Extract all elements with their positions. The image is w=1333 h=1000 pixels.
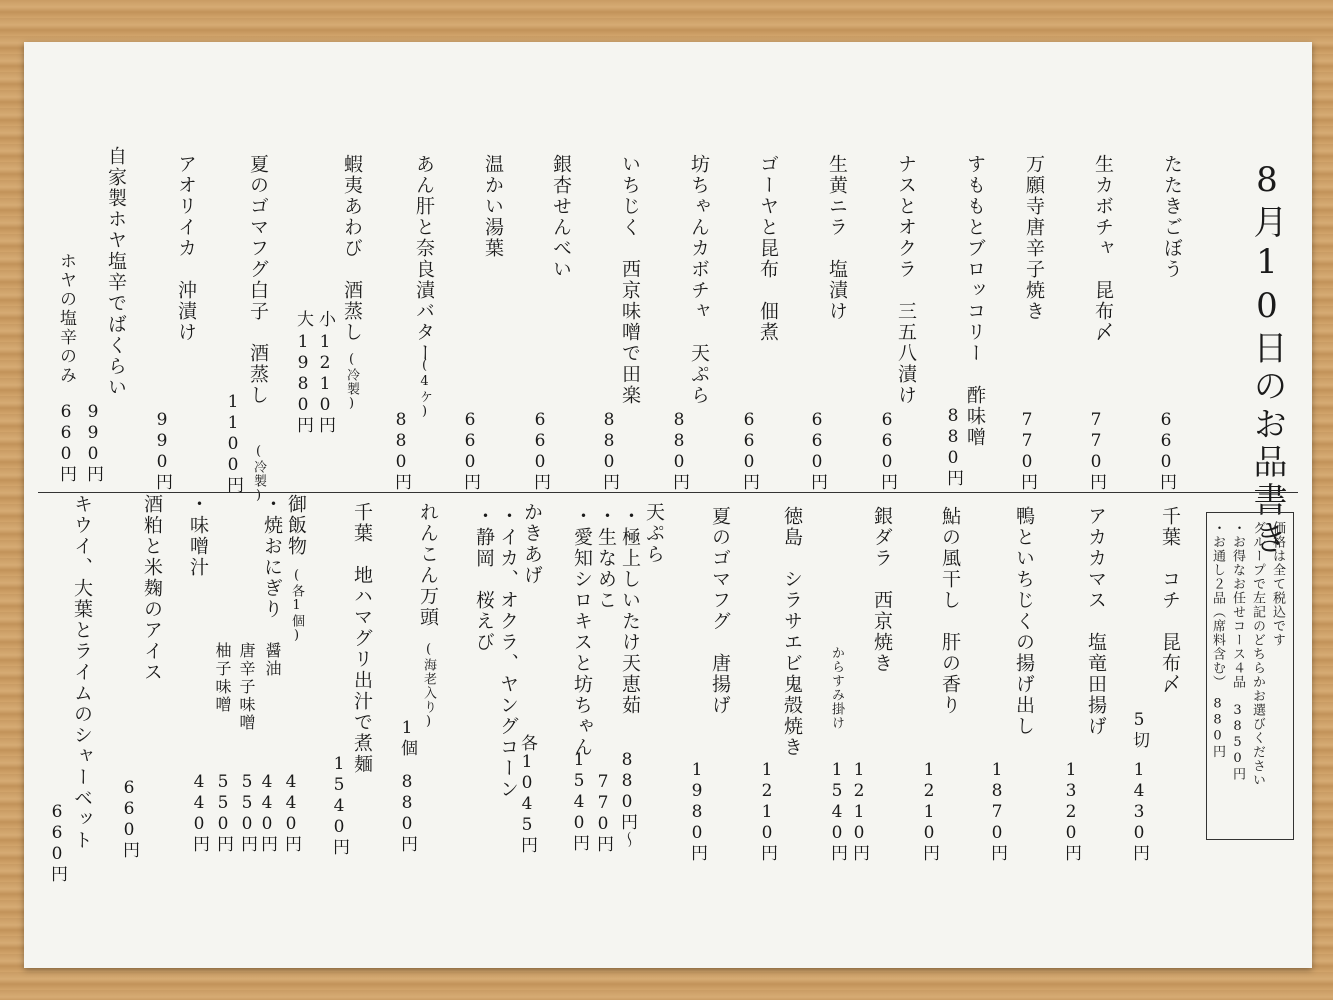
price-nameko: 770円 [593,772,613,853]
menu-sheet [24,42,1312,968]
gohan-heading: 御飯物 [285,494,307,557]
item-yuba: 温かい湯葉 [482,154,504,259]
item-gindara: 銀ダラ 西京焼き [871,506,893,674]
item-manganji: 万願寺唐辛子焼き [1023,154,1045,322]
price-goya: 660円 [739,410,759,491]
item-ankimo: あん肝と奈良漬バター [413,154,435,364]
price-ankimo: 880円 [391,410,411,491]
notice-line-tax: 価格は全て税込です [1270,521,1285,647]
price-bocchan: 880円 [669,410,689,491]
price-karasumi: 1540円 [827,760,847,862]
price-gindara: 1210円 [849,760,869,862]
size-awabi-large: 大 [293,310,313,328]
item-shiitake: ・極上しいたけ天恵茹 [619,506,641,716]
notice-box [1206,512,1294,840]
price-nasu: 660円 [877,410,897,491]
price-shoyu: 440円 [281,772,301,853]
price-gomafugu: 1980円 [687,760,707,862]
item-shirasaebi: 徳島 シラサエビ鬼殻焼き [781,506,803,758]
item-hoya-only: ホヤの塩辛のみ [56,252,76,385]
price-hoya-only: 660円 [56,402,76,483]
item-goya: ゴーヤと昆布 佃煮 [757,154,779,343]
menu-title: 8月10日のお品書き [1247,160,1287,558]
flavor-yuzu: 柚子味噌 [213,642,232,714]
item-renkon: れんこん万頭 [417,502,439,628]
price-gohan: 440円 [257,772,277,853]
price-kochi: 1430円 [1129,760,1149,862]
note-gohan: (各1個) [289,568,304,644]
item-tatakigobo: たたきごぼう [1161,154,1183,280]
price-manganji: 770円 [1017,410,1037,491]
price-renkon: 880円 [397,772,417,853]
price-shirokisu: 1540円 [569,750,589,852]
price-ginnan: 660円 [530,410,550,491]
price-kakiage: 各1045円 [517,734,537,854]
tempura-heading: 天ぷら [643,502,665,565]
item-kamo: 鴨といちじくの揚げ出し [1013,506,1035,737]
price-ice: 660円 [119,778,139,859]
price-aoriika: 990円 [152,410,172,491]
item-nasu: ナスとオクラ 三五八漬け [895,154,917,406]
item-hoya: 自家製ホヤ塩辛でばくらい [105,146,127,398]
item-yakionigiri: ・焼おにぎり [261,494,283,620]
section-divider [38,492,1298,493]
price-kinira: 660円 [807,410,827,491]
item-gomafugu: 夏のゴマフグ 唐揚げ [709,506,731,716]
item-akakamasu: アカカマス 塩竜田揚げ [1085,506,1107,737]
price-awabi-large: 1980円 [293,332,313,434]
item-aoriika: アオリイカ 沖漬け [175,154,197,343]
flavor-togarashi: 唐辛子味噌 [237,642,256,732]
option-karasumi: からすみ掛け [829,646,844,730]
qty-kochi: 5切 [1129,710,1149,749]
price-akakamasu: 1320円 [1061,760,1081,862]
flavor-shoyu: 醤油 [263,642,282,678]
qty-renkon: 1個 [397,718,417,757]
price-hamaguri: 1540円 [329,754,349,856]
item-ginnan: 銀杏せんべい [550,154,572,280]
price-ayu: 1210円 [919,760,939,862]
item-bocchan: 坊ちゃんカボチャ 天ぷら [688,154,710,406]
item-awabi: 蝦夷あわび 酒蒸し [341,154,363,343]
price-yuzu: 550円 [213,772,233,853]
item-sherbet: キウイ、大葉とライムのシャーベット [71,494,93,851]
item-sumomo: すももとブロッコリー 酢味噌 [964,154,986,448]
item-namakabocha: 生カボチャ 昆布〆 [1092,154,1114,343]
item-namenameko: ・生なめこ [595,506,617,611]
price-awabi-small: 1210円 [315,332,335,434]
kakiage-heading: かきあげ [521,502,543,586]
item-ichijiku: いちじく 西京味噌で田楽 [619,154,641,406]
price-shiitake: 880円～ [617,750,637,849]
item-hamaguri: 千葉 地ハマグリ出汁で煮麺 [351,502,373,775]
item-shirako: 夏のゴマフグ白子 酒蒸し [247,154,269,406]
price-shirasaebi: 1210円 [757,760,777,862]
price-yuba: 660円 [460,410,480,491]
item-ika-okura: ・イカ、オクラ、ヤングコーン [497,506,519,800]
price-sherbet: 660円 [47,802,67,883]
item-sakuraebi: ・静岡 桜えび [473,506,495,653]
price-kamo: 1870円 [987,760,1007,862]
item-shirokisu: ・愛知シロキスと坊ちゃん [571,506,593,758]
notice-line-course: ・お得なお任せコース４品 3850円 [1230,521,1245,781]
price-hoya: 990円 [83,402,103,483]
item-ayu: 鮎の風干し 肝の香り [939,506,961,716]
price-namakabocha: 770円 [1086,410,1106,491]
item-kochi: 千葉 コチ 昆布〆 [1159,506,1181,695]
item-ice: 酒粕と米麹のアイス [141,494,163,683]
price-sumomo: 880円 [943,406,963,487]
note-shirako: (冷製) [251,444,266,504]
price-tatakigobo: 660円 [1156,410,1176,491]
note-renkon: (海老入り) [421,642,436,730]
price-shirako: 1100円 [223,392,243,494]
size-awabi-small: 小 [315,310,335,328]
note-ankimo: (4ケ) [417,358,432,420]
price-togarashi: 550円 [237,772,257,853]
item-kinira: 生黄ニラ 塩漬け [826,154,848,322]
note-awabi: (冷製) [344,352,359,412]
item-misoshiru: ・味噌汁 [187,494,209,578]
notice-line-choose: グループで左記のどちらかお選びください [1250,521,1265,787]
notice-line-otoshi: ・お通し２品（席料含む） 880円 [1210,521,1225,759]
price-misoshiru: 440円 [189,772,209,853]
price-ichijiku: 880円 [599,410,619,491]
